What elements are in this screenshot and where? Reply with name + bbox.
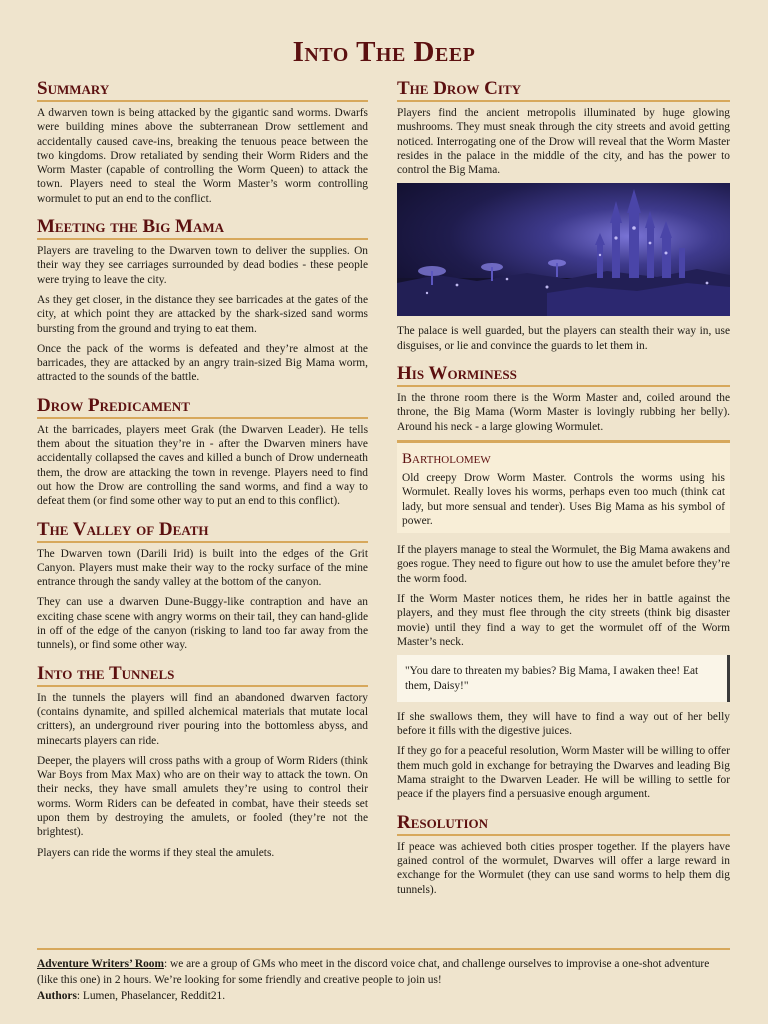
footer-authors — [37, 988, 730, 1004]
paragraph: If the players manage to steal the Wormulet, the Big Mama awakens and goes rogue. They need to figure out how to use the amulet before they’re the worm food. — [397, 544, 730, 585]
section-valley-of-death — [37, 519, 368, 653]
paragraph: As they get closer, in the distance they see barricades at the gates of the city, at which point they are attacked by the shark-sized sand worms bursting from the ground and trying to eat them. — [37, 293, 368, 335]
section-heading: Drow Predicament — [37, 395, 368, 419]
city-skyline-graphic — [397, 183, 730, 316]
section-meeting-big-mama — [37, 216, 368, 385]
footer-room-label: Adventure Writers’ Room — [37, 958, 164, 970]
paragraph: Once the pack of the worms is defeated and they’re almost at the barricades, they are attacked by an angry train-sized Big Mama worm, attracted to the sounds of the battle. — [37, 342, 368, 384]
note-text: Old creepy Drow Worm Master. Controls the worms using his Wormulet. Really loves his worms, perhaps even too much (think cat lady, but more sensual and tender). Uses Big Mama as his symbol of power. — [402, 471, 725, 527]
left-column — [37, 78, 368, 870]
paragraph: If the Worm Master notices them, he rides her in battle against the players, and they must flee through the city streets (think big disaster movie) until they find a way to get the wormulet off of the Worm Master’s neck. — [397, 593, 730, 648]
paragraph: A dwarven town is being attacked by the gigantic sand worms. Dwarfs were building mines above the subterranean Drow settlement and accidentally caused cave-ins, breaking the tenuous peace between the two kingdoms. Drow retaliated by sending their Worm Riders and the Worm Master (capable of controlling the Worm Queen) to attack the town. Players need to steal the Worm Master’s worm controlling wormulet to put an end to the conflict. — [37, 107, 368, 205]
footer-authors-text: : Lumen, Phaselancer, Reddit21. — [76, 990, 226, 1002]
section-resolution — [397, 812, 730, 897]
paragraph: Deeper, the players will cross paths with a group of Worm Riders (think War Boys from Max Max) who are on their way to attack the town. On their necks, they have small amulets they’re using to control their worms. Worm Riders can be defeated in combat, have their steeds set upon them by destroying the amulets, or fooled (they’re not the brightest). — [37, 754, 368, 839]
paragraph: At the barricades, players meet Grak (the Dwarven Leader). He tells them about the situation they’re in - after the Dwarven miners have accidentally collapsed the caves and killed a bunch of Drow underneath them, the drow are attacking the town in revenge. Players need to find out how the Drow are controlling the sand worms, and find a way to defeat them (or find some other way to put an end to this conflict). — [37, 423, 368, 508]
page-title: Into The Deep — [292, 36, 476, 68]
note-heading: Bartholomew — [402, 450, 491, 467]
paragraph: If she swallows them, they will have to find a way out of her belly before it fills with the digestive juices. — [397, 710, 730, 738]
footer — [37, 948, 730, 1004]
paragraph: Players find the ancient metropolis illuminated by huge glowing mushrooms. They must sneak through the city streets and avoid getting noticed. Interrogating one of the Drow will reveal that the Worm Master resides in the palace in the middle of the city, and has the power to control the Big Mama. — [397, 107, 730, 177]
quote-text: "You dare to threaten my babies? Big Mama, I awaken thee! Eat them, Daisy!" — [405, 665, 699, 692]
footer-room-text: : we are a group of GMs who meet in the discord voice chat, and challenge ourselves to improvise a one-shot adventure (like this one) in 2 hours. We’re looking for some friendly and creative people to join us! — [37, 958, 710, 986]
paragraph: Players are traveling to the Dwarven town to deliver the supplies. On their way they see carriages surrounded by dead bodies - these people were trying to leave the city. — [37, 245, 368, 286]
section-heading: The Valley of Death — [37, 519, 368, 543]
section-heading: Meeting the Big Mama — [37, 216, 368, 240]
section-into-the-tunnels — [37, 663, 368, 860]
section-drow-city — [397, 78, 730, 353]
section-summary — [37, 78, 368, 206]
section-drow-predicament — [37, 395, 368, 509]
footer-authors-label: Authors — [37, 990, 77, 1002]
paragraph: The palace is well guarded, but the players can stealth their way in, use disguises, or lie and convince the guards to let them in. — [397, 325, 730, 352]
section-heading: The Drow City — [397, 78, 730, 102]
paragraph: In the throne room there is the Worm Master and, coiled around the throne, the Big Mama (Worm Master is lovingly rubbing her belly). Around his neck - a large glowing Wormulet. — [397, 392, 730, 433]
paragraph: The Dwarven town (Darili Irid) is built into the edges of the Grit Canyon. Players must make their way to the rocky surface of the mine entrance through the sandy valley at the bottom of the canyon. — [37, 547, 368, 589]
paragraph: If peace was achieved both cities prosper together. If the players have gained control of the wormulet, Dwarves will offer a large reward in exchange for the Wormulet (they can use sand worms to help them dig tunnels). — [397, 840, 730, 896]
right-column — [397, 78, 730, 907]
drow-city-illustration — [397, 183, 730, 316]
footer-room — [37, 956, 730, 988]
paragraph: In the tunnels the players will find an abandoned dwarven factory (contains dynamite, and spilled alchemical materials that mutate local critters), an underground river pouring into the bottomless abyss, and minecarts players can ride. — [37, 691, 368, 747]
paragraph: They can use a dwarven Dune-Buggy-like contraption and have an exciting chase scene with angry worms on their tail, they can hand-glide in off of the edge of the canyon (risking to land too far away from the tunnels), or find some other way. — [37, 596, 368, 652]
section-heading: Summary — [37, 78, 368, 102]
section-heading: Into the Tunnels — [37, 663, 368, 687]
paragraph: If they go for a peaceful resolution, Worm Master will be willing to offer them much gold in exchange for betraying the Dwarves and leading Big Mama straight to the Dwarven Leader. He will be willing to settle for peace if the players find a persuasive enough argument. — [397, 745, 730, 801]
npc-note-box — [397, 440, 730, 533]
section-his-worminess — [397, 363, 730, 802]
section-heading: His Worminess — [397, 363, 730, 387]
section-heading: Resolution — [397, 812, 730, 836]
quote-box — [397, 655, 730, 702]
paragraph: Players can ride the worms if they steal the amulets. — [37, 846, 275, 859]
